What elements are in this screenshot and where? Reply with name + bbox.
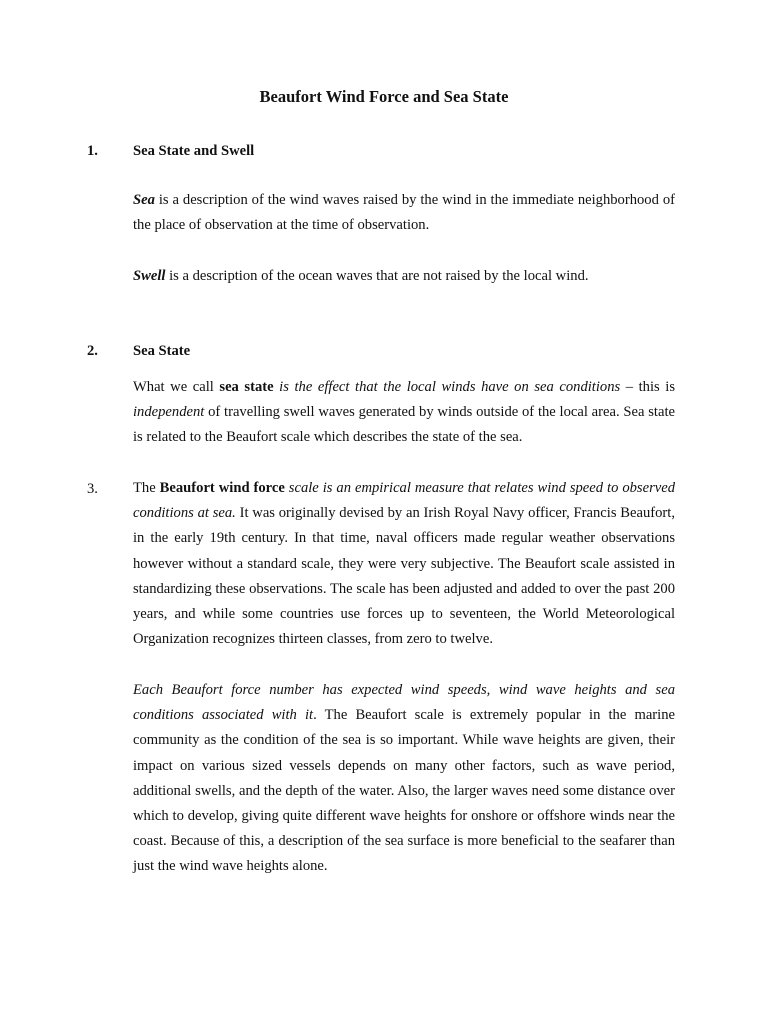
- beaufort-text-1: The: [133, 480, 160, 496]
- sea-state-paragraph: [133, 375, 675, 451]
- section-3-number: 3.: [87, 481, 98, 497]
- beaufort-text-2: It was originally devised by an Irish Royal Navy officer, Francis Beaufort, in the early 19th century. In that time, naval officers made regular weather observations however without a standard scale, they were very subjective. The Beaufort scale assisted in standardizing these observations. The scale has been adjusted and added to over the past 200 years, and while some countries use forces up to seventeen, the World Meteorological Organization recognizes thirteen classes, from zero to twelve.: [133, 505, 675, 648]
- section-1-heading: Sea State and Swell: [133, 143, 255, 159]
- swell-definition-paragraph: [133, 264, 675, 289]
- section-2-heading: Sea State: [133, 343, 191, 359]
- sea-definition-text: is a description of the wind waves raised by the wind in the immediate neighborhood of the place of observation at the time of observation.: [133, 192, 675, 234]
- section-1-number: 1.: [87, 143, 98, 159]
- force-number-text: . The Beaufort scale is extremely popular in the marine community as the condition of the sea is so important. While wave heights are given, their impact on various sized vessels depends on many other factors, such as wave period, additional swells, and the depth of the water. Also, the larger waves need some distance over which to develop, giving quite different wave heights for onshore or offshore winds near the coast. Because of this, a description of the sea surface is more beneficial to the seafarer than just the wind wave heights alone.: [133, 707, 675, 875]
- document-title: Beaufort Wind Force and Sea State: [259, 87, 509, 106]
- sea-state-text-3: of travelling swell waves generated by winds outside of the local area. Sea state is related to the Beaufort scale which describes the state of the sea.: [133, 404, 675, 446]
- sea-state-text-1: What we call: [133, 379, 220, 395]
- sea-state-italic-2: independent: [133, 404, 205, 421]
- section-2-number: 2.: [87, 343, 98, 359]
- beaufort-term: Beaufort wind force: [159, 480, 285, 496]
- swell-definition-text: is a description of the ocean waves that are not raised by the local wind.: [165, 268, 589, 284]
- beaufort-force-number-paragraph: [133, 678, 675, 880]
- sea-term: Sea: [133, 192, 155, 208]
- beaufort-italic-1: scale is an empirical measure that relates wind speed to observed conditions at sea.: [133, 480, 676, 522]
- sea-state-term: sea state: [219, 379, 274, 395]
- sea-state-italic-1: is the effect that the local winds have on sea conditions: [273, 379, 621, 395]
- force-number-italic: Each Beaufort force number has expected wind speeds, wind wave heights and sea conditions associated with it: [133, 682, 675, 724]
- sea-definition-paragraph: [133, 188, 675, 238]
- beaufort-scale-paragraph: [133, 476, 675, 652]
- sea-state-text-2: – this is: [620, 379, 676, 395]
- swell-term: Swell: [133, 268, 166, 284]
